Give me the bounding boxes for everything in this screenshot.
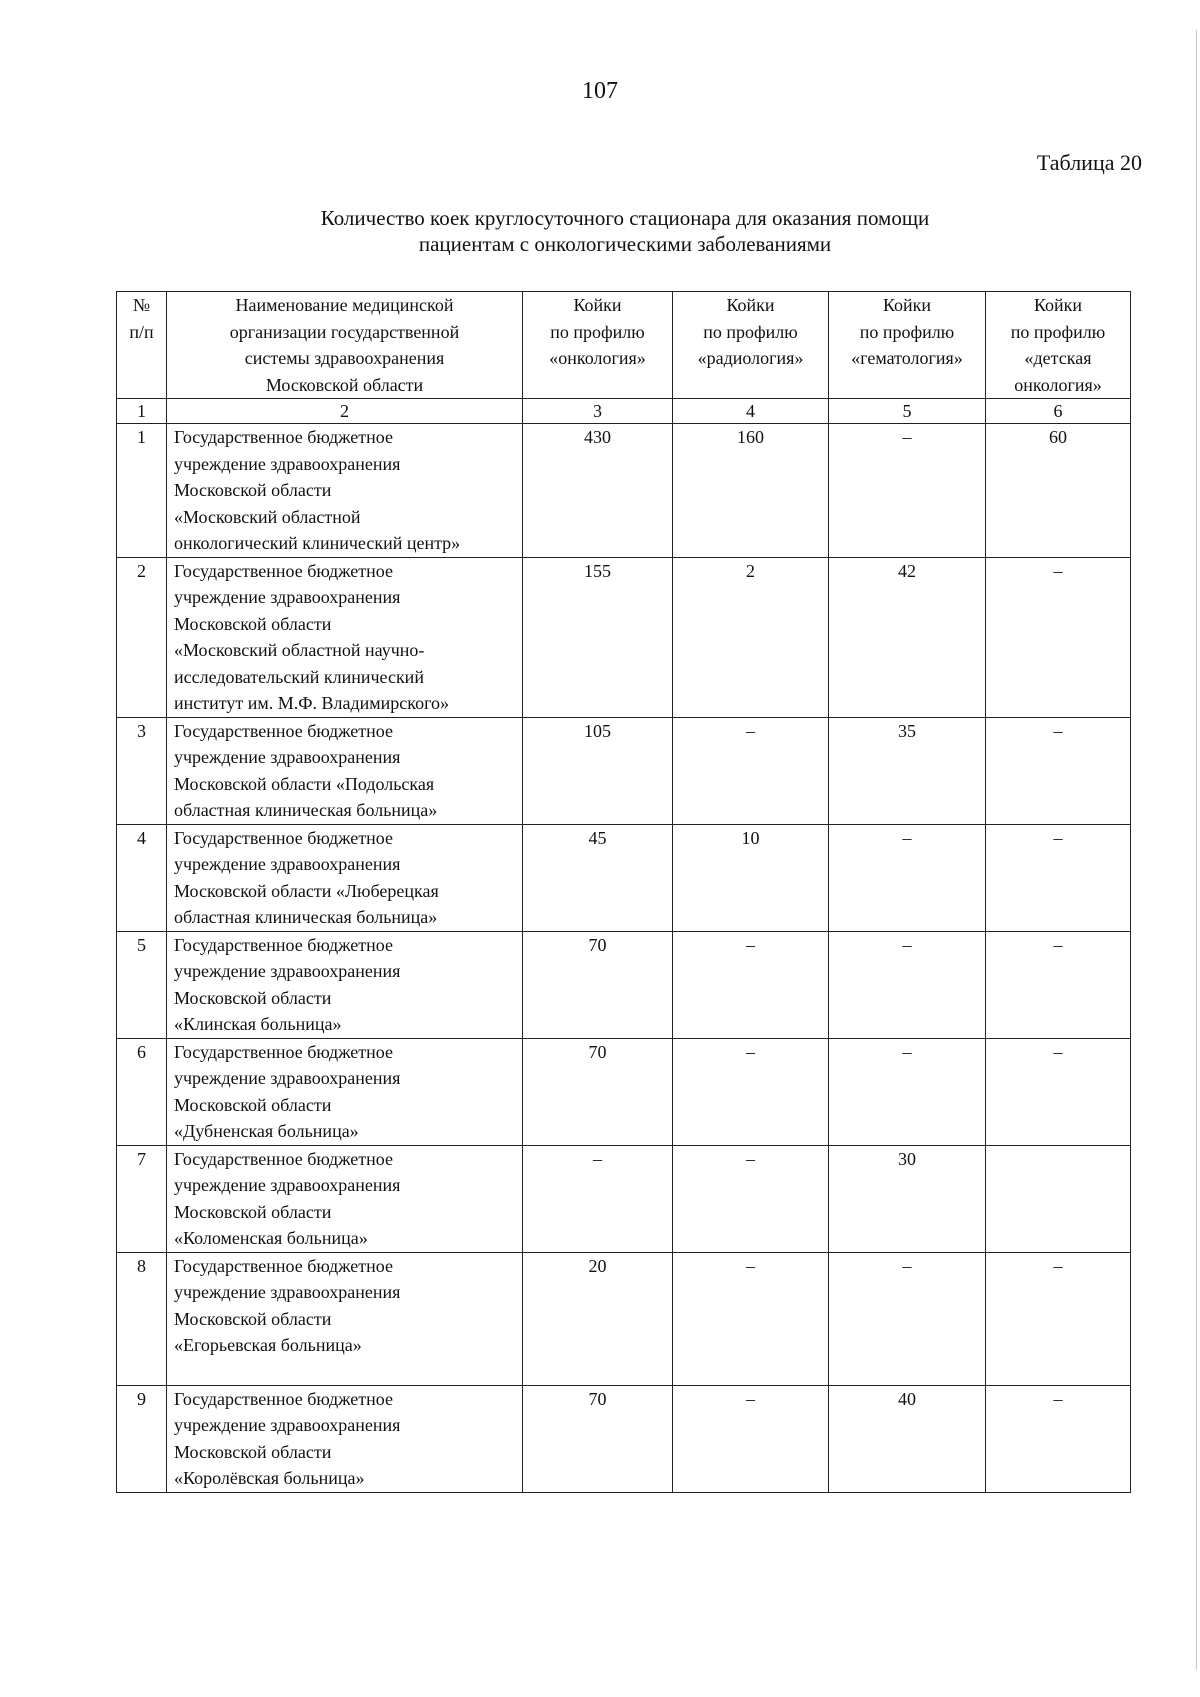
organization-name xyxy=(167,1145,523,1252)
organization-name-line: учреждение здравоохранения xyxy=(174,961,401,981)
organization-name-line: Государственное бюджетное xyxy=(174,1388,393,1409)
row-number: 7 xyxy=(117,1145,167,1252)
radiology-beds: – xyxy=(673,1252,829,1385)
organization-name-line: «Егорьевская больница» xyxy=(174,1335,362,1355)
column-number: 1 xyxy=(117,399,167,424)
row-number: 8 xyxy=(117,1252,167,1385)
radiology-beds: – xyxy=(673,1385,829,1492)
table-row xyxy=(117,424,1131,558)
table-row xyxy=(117,1038,1131,1145)
header-line: Койки xyxy=(882,295,932,315)
radiology-beds: 2 xyxy=(673,557,829,717)
organization-name-line: институт им. М.Ф. Владимирского» xyxy=(174,693,450,713)
header-line: Койки xyxy=(573,295,622,315)
table-row xyxy=(117,1252,1131,1385)
oncology-beds: 430 xyxy=(523,424,673,558)
header-line: Койки xyxy=(726,295,775,315)
header-line: онкология» xyxy=(1014,374,1102,395)
organization-name-line: Государственное бюджетное xyxy=(174,1148,393,1169)
column-number: 2 xyxy=(167,399,523,424)
organization-name-line: Московской области xyxy=(174,480,332,500)
table-header-row xyxy=(117,292,1131,399)
radiology-beds: – xyxy=(673,717,829,824)
header-radiology xyxy=(673,292,829,399)
radiology-beds: – xyxy=(673,1038,829,1145)
radiology-beds: 160 xyxy=(673,424,829,558)
header-line: организации государственной xyxy=(229,321,460,342)
header-hematology xyxy=(829,292,986,399)
organization-name xyxy=(167,557,523,717)
organization-name-line: учреждение здравоохранения xyxy=(174,1175,401,1195)
table-row xyxy=(117,1145,1131,1252)
table-row xyxy=(117,717,1131,824)
organization-name-line: Государственное бюджетное xyxy=(174,427,393,447)
organization-name-line: Московской области «Люберецкая xyxy=(174,880,439,901)
organization-name-line: «Клинская больница» xyxy=(174,1014,342,1034)
page-number: 107 xyxy=(582,78,618,104)
organization-name xyxy=(167,1252,523,1385)
header-line: № xyxy=(132,295,151,315)
oncology-beds: 20 xyxy=(523,1252,673,1385)
header-line: по профилю xyxy=(703,321,798,342)
table-row xyxy=(117,1385,1131,1492)
header-line: Койки xyxy=(1033,295,1083,315)
hematology-beds: 40 xyxy=(829,1385,986,1492)
organization-name-line: Московской области «Подольская xyxy=(174,773,435,794)
table-row xyxy=(117,557,1131,717)
pediatric-oncology-beds: – xyxy=(986,557,1131,717)
pediatric-oncology-beds: – xyxy=(986,931,1131,1038)
header-pediatric-oncology xyxy=(986,292,1131,399)
organization-name-line: Государственное бюджетное xyxy=(174,560,393,581)
organization-name-line: учреждение здравоохранения xyxy=(174,1415,401,1435)
header-line: системы здравоохранения xyxy=(244,348,445,368)
pediatric-oncology-beds: – xyxy=(986,1385,1131,1492)
header-line: по профилю xyxy=(1010,321,1106,342)
oncology-beds: 155 xyxy=(523,557,673,717)
oncology-beds: 70 xyxy=(523,1385,673,1492)
organization-name-line: «Московский областной научно- xyxy=(174,640,425,660)
row-number: 5 xyxy=(117,931,167,1038)
row-number: 1 xyxy=(117,424,167,558)
organization-name-line: Московской области xyxy=(174,1201,332,1222)
header-line: «онкология» xyxy=(549,348,646,368)
beds-table xyxy=(116,291,1131,1493)
row-number: 6 xyxy=(117,1038,167,1145)
hematology-beds: 42 xyxy=(829,557,986,717)
pediatric-oncology-beds: – xyxy=(986,717,1131,824)
hematology-beds: – xyxy=(829,1038,986,1145)
organization-name-line: «Московский областной xyxy=(174,506,361,527)
header-line: «радиология» xyxy=(697,348,804,368)
organization-name xyxy=(167,1038,523,1145)
page-edge-line xyxy=(1196,30,1197,1670)
organization-name-line: Московской области xyxy=(174,1094,332,1115)
organization-name-line: учреждение здравоохранения xyxy=(174,453,401,474)
pediatric-oncology-beds: 60 xyxy=(986,424,1131,558)
hematology-beds: 35 xyxy=(829,717,986,824)
column-number: 3 xyxy=(523,399,673,424)
hematology-beds: – xyxy=(829,424,986,558)
radiology-beds: – xyxy=(673,1145,829,1252)
table-row xyxy=(117,824,1131,931)
organization-name-line: областная клиническая больница» xyxy=(174,800,438,820)
hematology-beds: – xyxy=(829,824,986,931)
organization-name-line: «Королёвская больница» xyxy=(174,1468,365,1488)
header-line: Наименование медицинской xyxy=(235,295,454,315)
organization-name xyxy=(167,1385,523,1492)
pediatric-oncology-beds: – xyxy=(986,1252,1131,1385)
oncology-beds: 45 xyxy=(523,824,673,931)
title-line: пациентам с онкологическими заболеваниями xyxy=(418,232,832,256)
row-number: 9 xyxy=(117,1385,167,1492)
table-row xyxy=(117,931,1131,1038)
pediatric-oncology-beds xyxy=(986,1145,1131,1252)
organization-name-line: Государственное бюджетное xyxy=(174,720,393,741)
column-number: 5 xyxy=(829,399,986,424)
hematology-beds: – xyxy=(829,1252,986,1385)
header-organization xyxy=(167,292,523,399)
organization-name-line: Московской области xyxy=(174,1308,332,1329)
header-line: «гематология» xyxy=(851,348,963,368)
organization-name-line: Государственное бюджетное xyxy=(174,1041,393,1062)
organization-name-line: Государственное бюджетное xyxy=(174,827,393,848)
organization-name-line: исследовательский клинический xyxy=(174,666,424,687)
header-number xyxy=(117,292,167,399)
organization-name-line: онкологический клинический центр» xyxy=(174,533,461,553)
column-number-row xyxy=(117,399,1131,424)
organization-name-line: учреждение здравоохранения xyxy=(174,587,401,607)
row-number: 4 xyxy=(117,824,167,931)
organization-name-line: учреждение здравоохранения xyxy=(174,1282,401,1302)
organization-name xyxy=(167,717,523,824)
organization-name-line: учреждение здравоохранения xyxy=(174,854,401,874)
column-number: 6 xyxy=(986,399,1131,424)
oncology-beds: – xyxy=(523,1145,673,1252)
oncology-beds: 70 xyxy=(523,1038,673,1145)
title-line: Количество коек круглосуточного стационара для оказания помощи xyxy=(320,206,930,230)
header-line: Московской области xyxy=(265,374,424,395)
pediatric-oncology-beds: – xyxy=(986,1038,1131,1145)
organization-name-line: Московской области xyxy=(174,987,332,1008)
header-line: по профилю xyxy=(859,321,955,342)
organization-name-line: учреждение здравоохранения xyxy=(174,747,401,767)
row-number: 3 xyxy=(117,717,167,824)
row-number: 2 xyxy=(117,557,167,717)
column-number: 4 xyxy=(673,399,829,424)
organization-name xyxy=(167,824,523,931)
document-title xyxy=(0,205,1200,257)
hematology-beds: 30 xyxy=(829,1145,986,1252)
organization-name-line: учреждение здравоохранения xyxy=(174,1068,401,1088)
table-body xyxy=(117,424,1131,1493)
organization-name xyxy=(167,424,523,558)
oncology-beds: 105 xyxy=(523,717,673,824)
organization-name-line: областная клиническая больница» xyxy=(174,907,438,927)
organization-name xyxy=(167,931,523,1038)
table-label: Таблица 20 xyxy=(1036,150,1142,175)
header-line: п/п xyxy=(129,321,154,342)
organization-name-line: «Коломенская больница» xyxy=(174,1228,368,1248)
organization-name-line: Московской области xyxy=(174,1441,332,1462)
organization-name-line: Московской области xyxy=(174,613,332,634)
organization-name-line: Государственное бюджетное xyxy=(174,934,393,955)
radiology-beds: 10 xyxy=(673,824,829,931)
pediatric-oncology-beds: – xyxy=(986,824,1131,931)
oncology-beds: 70 xyxy=(523,931,673,1038)
organization-name-line: «Дубненская больница» xyxy=(174,1121,359,1141)
header-oncology xyxy=(523,292,673,399)
hematology-beds: – xyxy=(829,931,986,1038)
organization-name-line: Государственное бюджетное xyxy=(174,1255,393,1276)
radiology-beds: – xyxy=(673,931,829,1038)
header-line: по профилю xyxy=(550,321,645,342)
header-line: «детская xyxy=(1024,348,1092,368)
